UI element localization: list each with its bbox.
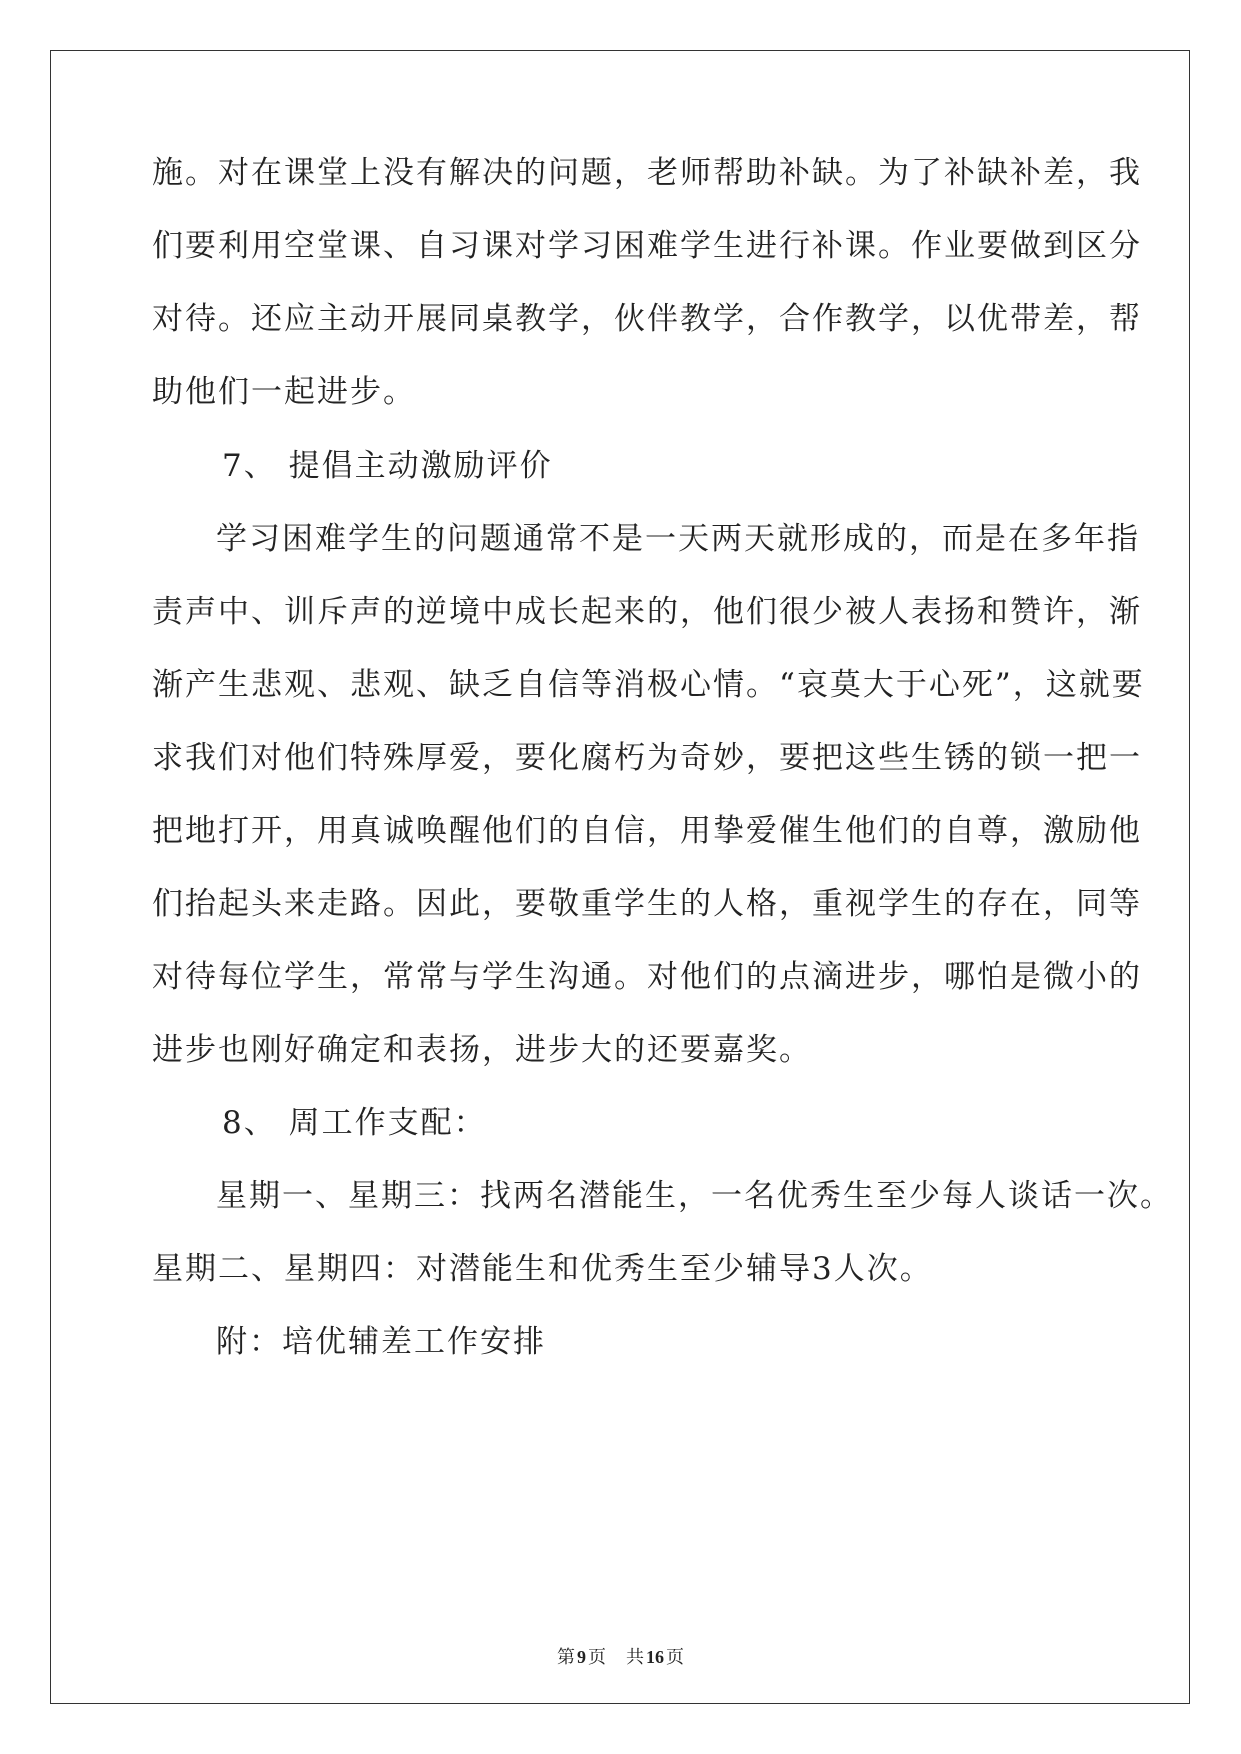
paragraph-line: 星期二、星期四：对潜能生和优秀生至少辅导3人次。: [152, 1251, 933, 1287]
paragraph-line: 对待。还应主动开展同桌教学，伙伴教学，合作教学，以优带差，帮: [152, 301, 1142, 337]
paragraph-line: 对待每位学生，常常与学生沟通。对他们的点滴进步，哪怕是微小的: [152, 959, 1142, 995]
footer-total-pages: 16: [646, 1647, 664, 1667]
paragraph-line: 施。对在课堂上没有解决的问题，老师帮助补缺。为了补缺补差，我: [152, 155, 1142, 191]
paragraph-line: 渐产生悲观、悲观、缺乏自信等消极心情。“哀莫大于心死”，这就要: [152, 667, 1145, 703]
paragraph-line: 助他们一起进步。: [152, 374, 416, 410]
page-number-footer: [0, 1643, 1241, 1669]
paragraph-line: 进步也刚好确定和表扬，进步大的还要嘉奖。: [152, 1032, 812, 1068]
paragraph-line: 星期一、星期三：找两名潜能生，一名优秀生至少每人谈话一次。: [216, 1178, 1173, 1214]
footer-total-suffix: 页: [666, 1647, 684, 1667]
paragraph-line: 把地打开，用真诚唤醒他们的自信，用挚爱催生他们的自尊，激励他: [152, 813, 1142, 849]
footer-prefix: 第: [557, 1647, 575, 1667]
paragraph-line: 们要利用空堂课、自习课对学习困难学生进行补课。作业要做到区分: [152, 228, 1142, 264]
paragraph-line: 们抬起头来走路。因此，要敬重学生的人格，重视学生的存在，同等: [152, 886, 1142, 922]
section-heading: 7、 提倡主动激励评价: [222, 448, 553, 484]
paragraph-line: 责声中、训斥声的逆境中成长起来的，他们很少被人表扬和赞许，渐: [152, 594, 1142, 630]
footer-total-prefix: 共: [626, 1647, 644, 1667]
paragraph-line: 学习困难学生的问题通常不是一天两天就形成的，而是在多年指: [216, 521, 1140, 557]
paragraph-line: 求我们对他们特殊厚爱，要化腐朽为奇妙，要把这些生锈的锁一把一: [152, 740, 1142, 776]
footer-page-suffix: 页: [588, 1647, 606, 1667]
footer-page-number: 9: [577, 1647, 586, 1667]
section-heading: 8、 周工作支配：: [222, 1105, 487, 1141]
paragraph-line: 附：培优辅差工作安排: [216, 1324, 546, 1360]
